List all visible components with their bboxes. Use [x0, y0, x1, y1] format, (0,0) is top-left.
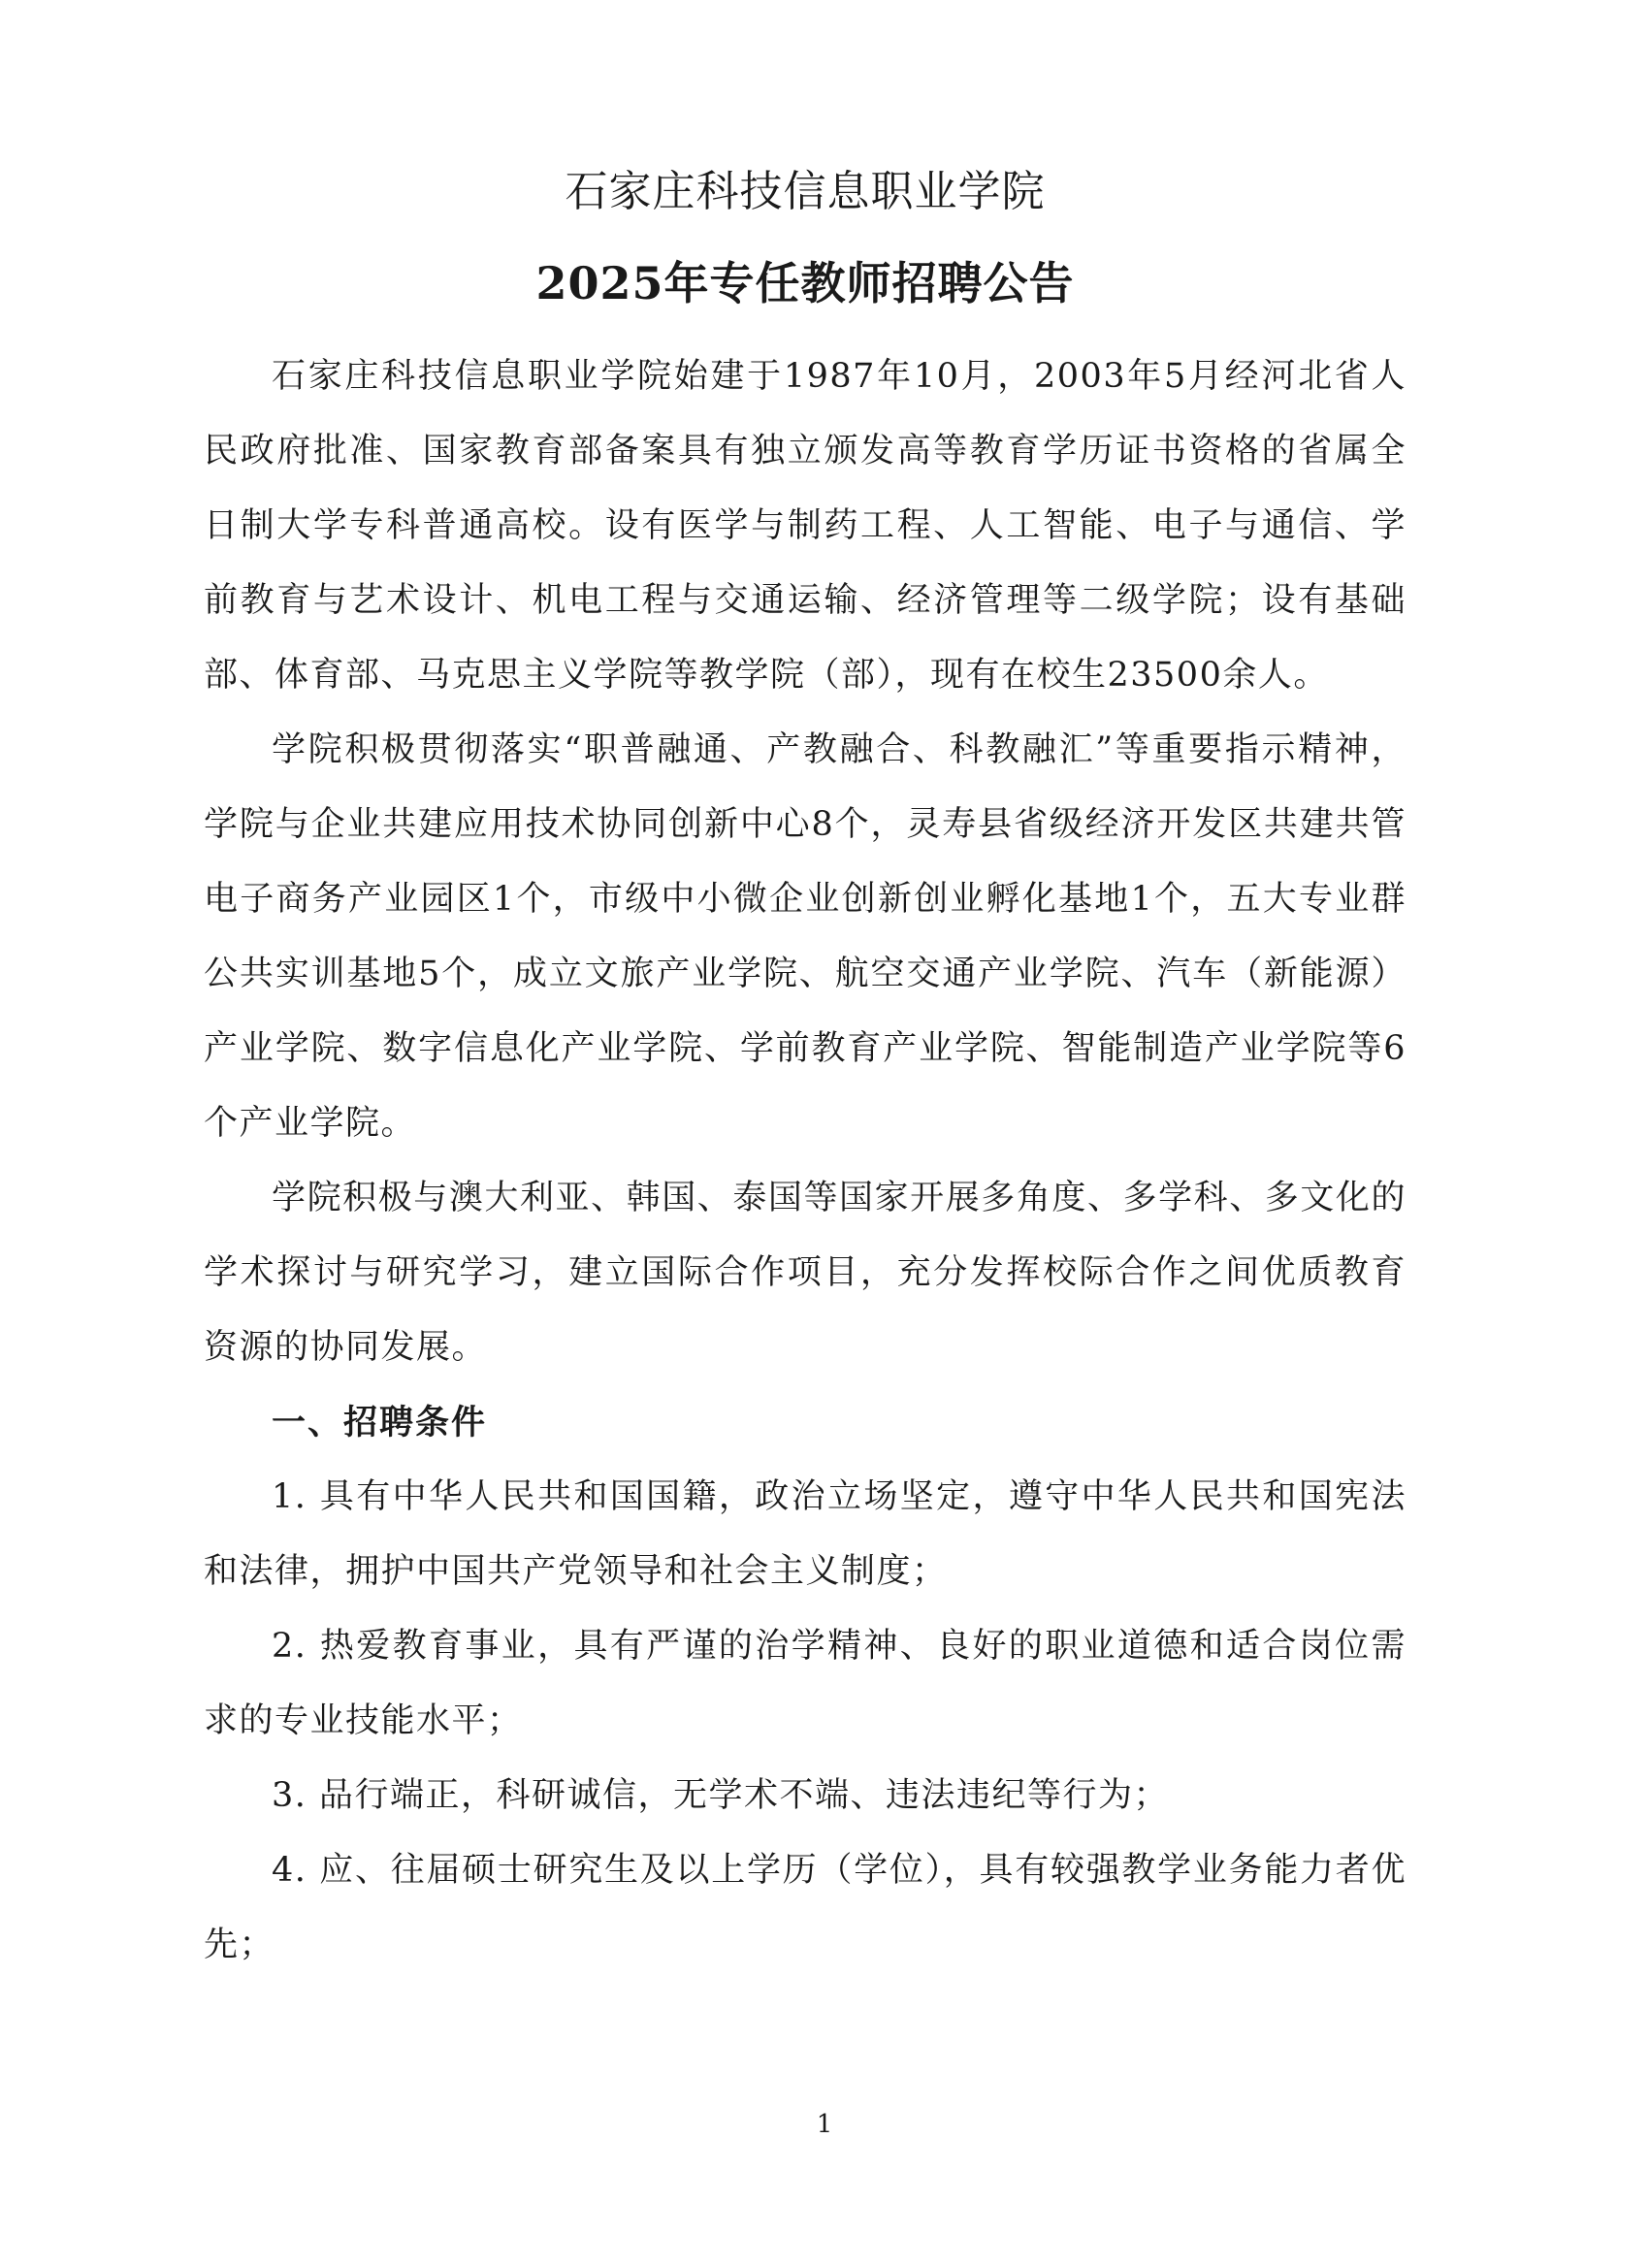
document-title-announcement: 2025年专任教师招聘公告	[535, 257, 1075, 309]
intro-paragraph-industry: 学院积极贯彻落实“职普融通、产教融合、科教融汇”等重要指示精神，学院与企业共建应用技术协同创新中心8个，灵寿县省级经济开发区共建共管电子商务产业园区1个，市级中小微企业创新创业孵化基地1个，五大专业群公共实训基地5个，成立文旅产业学院、航空交通产业学院、汽车（新能源）产业学院、数字信息化产业学院、学前教育产业学院、智能制造产业学院等6个产业学院。	[204, 730, 1406, 1143]
page-number: 1	[816, 2110, 833, 2139]
condition-item-1: 1. 具有中华人民共和国国籍，政治立场坚定，遵守中华人民共和国宪法和法律，拥护中国共产党领导和社会主义制度；	[204, 1477, 1406, 1591]
section-heading-conditions: 一、招聘条件	[272, 1403, 488, 1442]
document-body	[204, 163, 1406, 1983]
intro-paragraph-international: 学院积极与澳大利亚、韩国、泰国等国家开展多角度、多学科、多文化的学术探讨与研究学习，建立国际合作项目，充分发挥校际合作之间优质教育资源的协同发展。	[204, 1179, 1406, 1367]
condition-item-2: 2. 热爱教育事业，具有严谨的治学精神、良好的职业道德和适合岗位需求的专业技能水平；	[204, 1627, 1406, 1740]
condition-item-3: 3. 品行端正，科研诚信，无学术不端、违法违纪等行为；	[272, 1776, 1170, 1815]
document-title-institution: 石家庄科技信息职业学院	[565, 167, 1046, 216]
intro-paragraph-history: 石家庄科技信息职业学院始建于1987年10月，2003年5月经河北省人民政府批准、国家教育部备案具有独立颁发高等教育学历证书资格的省属全日制大学专科普通高校。设有医学与制药工程、人工智能、电子与通信、学前教育与艺术设计、机电工程与交通运输、经济管理等二级学院；设有基础部、体育部、马克思主义学院等教学院（部），现有在校生23500余人。	[204, 357, 1406, 695]
condition-item-4: 4. 应、往届硕士研究生及以上学历（学位），具有较强教学业务能力者优先；	[204, 1851, 1406, 1964]
